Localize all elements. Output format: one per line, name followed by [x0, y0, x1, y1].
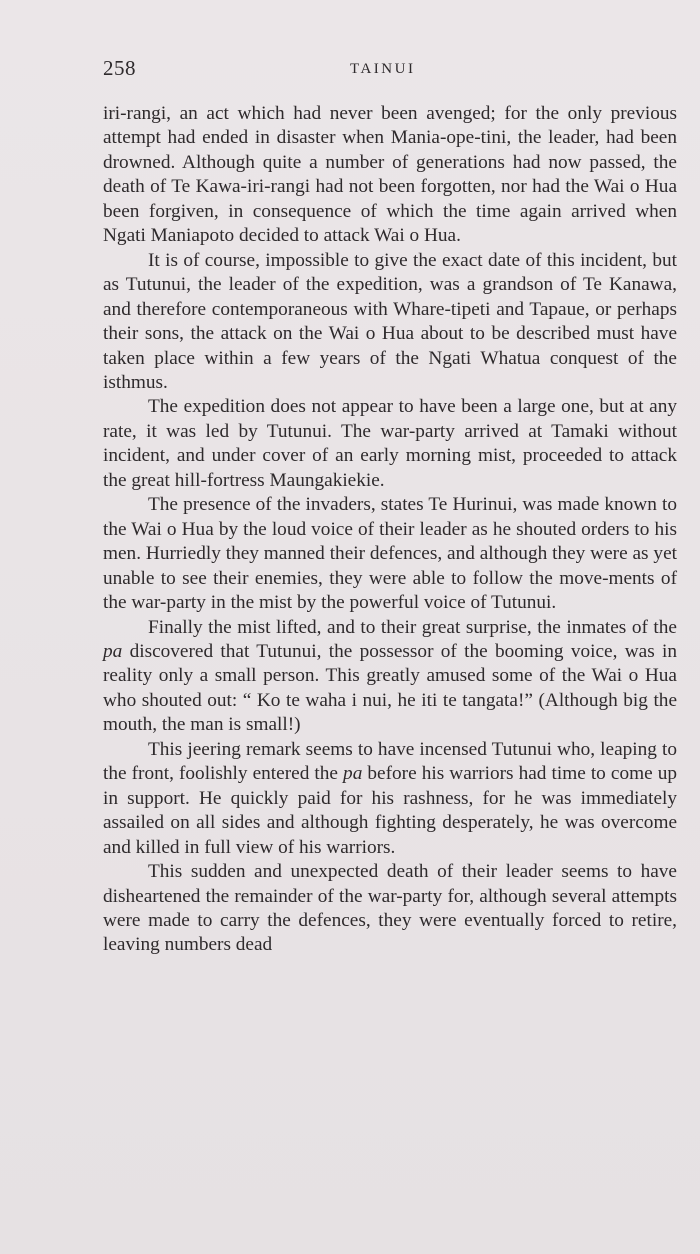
paragraph-text: Finally the mist lifted, and to their great surprise, the inmates of the [148, 616, 677, 638]
running-title: TAINUI [350, 61, 416, 77]
paragraph-text: iri-rangi, an act which had never been avenged; for the only previous attempt had ended in disaster when Mania-ope-tini, the leader, had been drowned. Although quite a number of generations had now passed, the death of Te Kawa-iri-rangi had not been forgotten, nor had the Wai o Hua been forgiven, in consequence of which the time again arrived when Ngati Maniapoto decided to attack Wai o Hua. [103, 103, 677, 247]
paragraph-text: This sudden and unexpected death of their leader seems to have disheartened the remainder of the war-party for, although several attempts were made to carry the defences, they were eventually forced to retire, leaving numbers dead [103, 861, 677, 956]
body-text [103, 102, 677, 958]
paragraph-text: It is of course, impossible to give the exact date of this incident, but as Tutunui, the leader of the expedition, was a grandson of Te Kanawa, and therefore contemporaneous with Whare-tipeti and Tapaue, or perhaps their sons, the attack on the Wai o Hua about to be described must have taken place within a few years of the Ngati Whatua conquest of the isthmus. [103, 249, 677, 393]
paragraph-1 [103, 102, 677, 249]
running-head [0, 56, 700, 86]
paragraph-2 [103, 249, 677, 396]
paragraph-text: The expedition does not appear to have been a large one, but at any rate, it was led by Tutunui. The war-party arrived at Tamaki without incident, and under cover of an early morning mist, proceeded to attack the great hill-fortress Maungakiekie. [103, 396, 677, 491]
paragraph-7 [103, 860, 677, 958]
paragraph-4 [103, 493, 677, 615]
paragraph-5 [103, 616, 677, 738]
page-number: 258 [103, 56, 136, 80]
paragraph-text: before his warriors had time to come up in support. He quickly paid for his rashness, for he was immediately assailed on all sides and although fighting desperately, he was overcome and killed in full view of his warriors. [103, 763, 677, 858]
paragraph-6 [103, 738, 677, 860]
paragraph-3 [103, 395, 677, 493]
paragraph-text: This jeering remark seems to have incensed Tutunui who, leaping to the front, foolishly entered the [103, 738, 677, 785]
paragraph-text: The presence of the invaders, states Te Hurinui, was made known to the Wai o Hua by the loud voice of their leader as he shouted orders to his men. Hurriedly they manned their defences, and although they were as yet unable to see their enemies, they were able to follow the move-ments of the war-party in the mist by the powerful voice of Tutunui. [103, 494, 677, 614]
paragraph-text: discovered that Tutunui, the possessor of the booming voice, was in reality only a small person. This greatly amused some of the Wai o Hua who shouted out: “ Ko te waha i nui, he iti te tangata!” (Although big the mouth, the man is small!) [103, 640, 677, 736]
italic-term-pa: pa [103, 640, 123, 662]
italic-term-pa: pa [343, 763, 363, 785]
